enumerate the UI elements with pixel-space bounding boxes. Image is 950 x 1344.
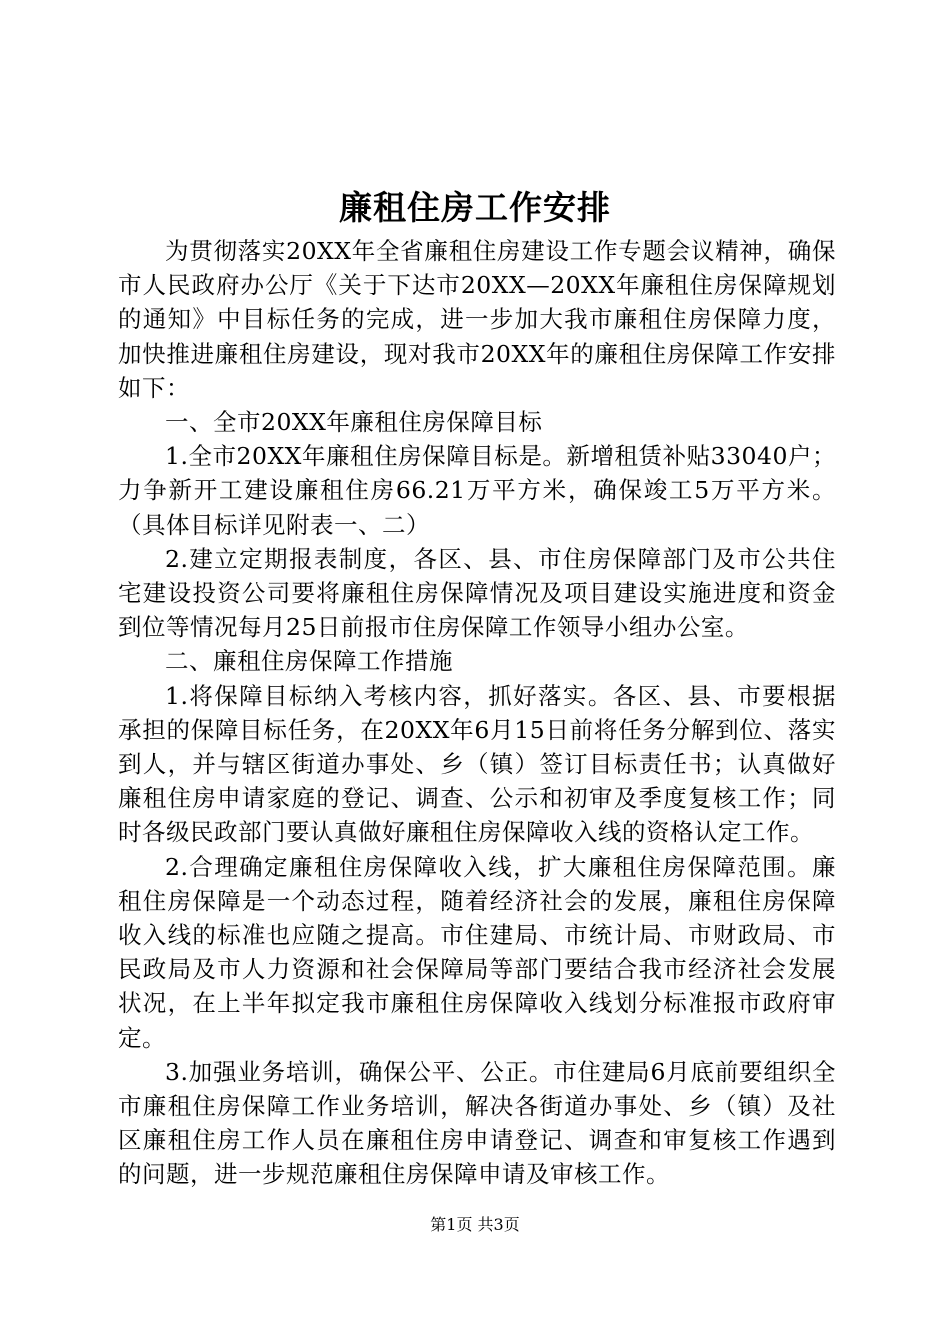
paragraph-1-1: 1.全市20XX年廉租住房保障目标是。新增租赁补贴33040户；力争新开工建设廉租住房66.21万平方米，确保竣工5万平方米。（具体目标详见附表一、二） bbox=[118, 442, 836, 539]
paragraph-2-1: 1.将保障目标纳入考核内容，抓好落实。各区、县、市要根据承担的保障目标任务，在20XX年6月15日前将任务分解到位、落实到人，并与辖区街道办事处、乡（镇）签订目标责任书；认真做好廉租住房申请家庭的登记、调查、公示和初审及季度复核工作；同时各级民政部门要认真做好廉租住房保障收入线的资格认定工作。 bbox=[118, 681, 836, 847]
paragraph-2-2: 2.合理确定廉租住房保障收入线，扩大廉租住房保障范围。廉租住房保障是一个动态过程，随着经济社会的发展，廉租住房保障收入线的标准也应随之提高。市住建局、市统计局、市财政局、市民政局及市人力资源和社会保障局等部门要结合我市经济社会发展状况，在上半年拟定我市廉租住房保障收入线划分标准报市政府审定。 bbox=[118, 852, 836, 1052]
section-heading-1: 一、全市20XX年廉租住房保障目标 bbox=[165, 408, 543, 437]
paragraph-1-2: 2.建立定期报表制度，各区、县、市住房保障部门及市公共住宅建设投资公司要将廉租住房保障情况及项目建设实施进度和资金到位等情况每月25日前报市住房保障工作领导小组办公室。 bbox=[118, 544, 836, 642]
paragraph-intro: 为贯彻落实20XX年全省廉租住房建设工作专题会议精神，确保市人民政府办公厅《关于下达市20XX—20XX年廉租住房保障规划的通知》中目标任务的完成，进一步加大我市廉租住房保障力度，加快推进廉租住房建设，现对我市20XX年的廉租住房保障工作安排如下： bbox=[118, 237, 836, 402]
document-title: 廉租住房工作安排 bbox=[339, 188, 611, 227]
paragraph-2-3: 3.加强业务培训，确保公平、公正。市住建局6月底前要组织全市廉租住房保障工作业务培训，解决各街道办事处、乡（镇）及社区廉租住房工作人员在廉租住房申请登记、调查和审复核工作遇到的问题，进一步规范廉租住房保障申请及审核工作。 bbox=[118, 1057, 836, 1189]
document-body bbox=[118, 234, 836, 1192]
page-footer: 第1页 共3页 bbox=[430, 1215, 520, 1234]
section-heading-2: 二、廉租住房保障工作措施 bbox=[165, 647, 453, 676]
